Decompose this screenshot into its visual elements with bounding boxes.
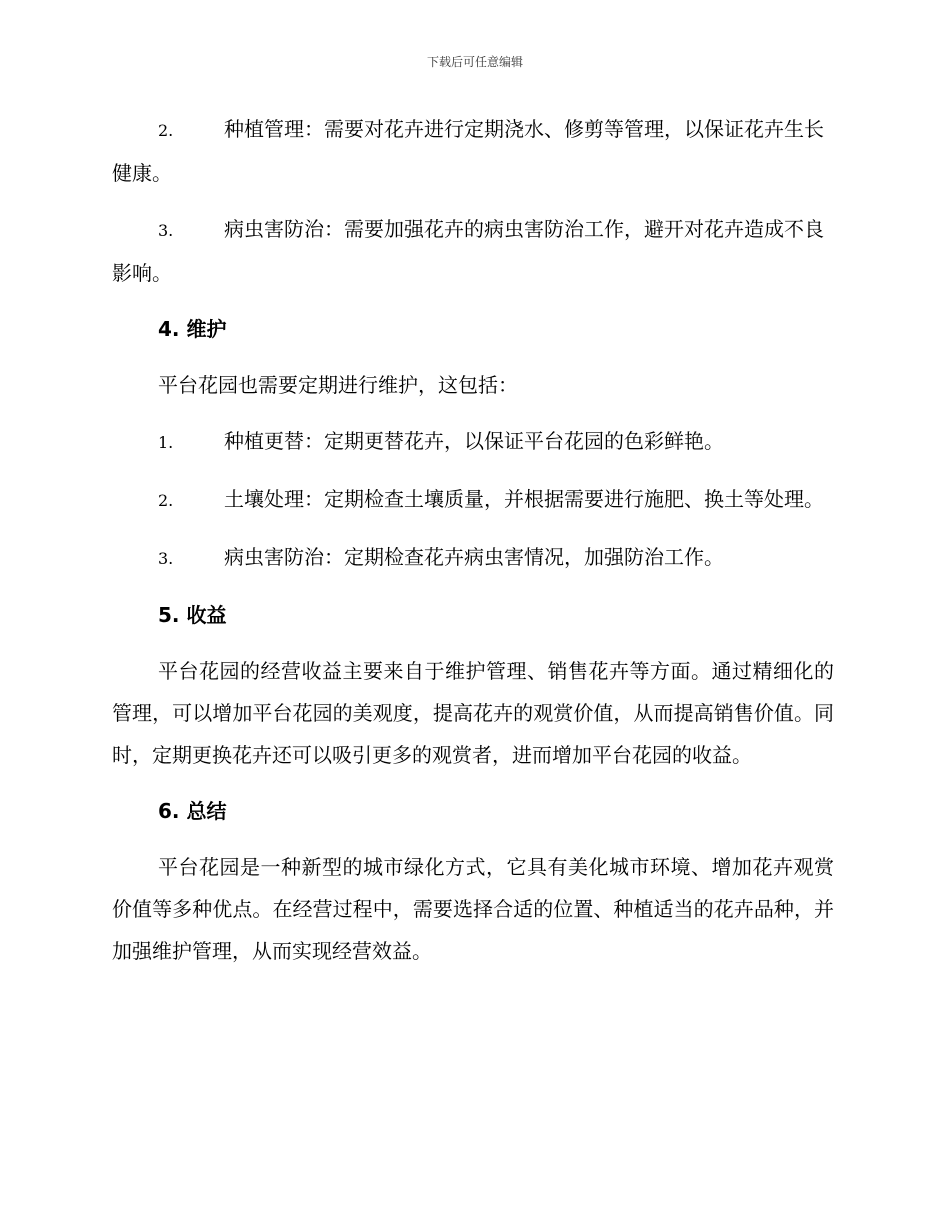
paragraph-maintenance-intro: 平台花园也需要定期进行维护，这包括： bbox=[158, 373, 518, 397]
section-heading-maintenance: 4. 维护 bbox=[158, 317, 227, 341]
page-header: 下载后可任意编辑 bbox=[426, 55, 523, 69]
paragraph-summary: 平台花园是一种新型的城市绿化方式，它具有美化城市环境、增加花卉观赏价值等多种优点。在经营过程中，需要选择合适的位置、种植适当的花卉品种，并加强维护管理，从而实现经营效益。 bbox=[112, 855, 834, 963]
list-text: 病虫害防治：定期检查花卉病虫害情况，加强防治工作。 bbox=[224, 545, 724, 569]
section-heading-summary: 6. 总结 bbox=[158, 799, 227, 823]
list-number: 2. bbox=[158, 491, 174, 510]
list-text: 病虫害防治：需要加强花卉的病虫害防治工作，避开对花卉造成不良影响。 bbox=[112, 217, 824, 285]
list-text: 土壤处理：定期检查土壤质量，并根据需要进行施肥、换土等处理。 bbox=[224, 487, 824, 511]
document-body bbox=[112, 108, 834, 986]
list-text: 种植更替：定期更替花卉，以保证平台花园的色彩鲜艳。 bbox=[224, 429, 724, 453]
list-item-plant-replacement bbox=[112, 420, 834, 464]
list-item-pest-control bbox=[112, 208, 834, 294]
section-heading-revenue: 5. 收益 bbox=[158, 603, 227, 627]
list-number: 2. bbox=[158, 121, 174, 140]
list-number: 3. bbox=[158, 549, 174, 568]
paragraph-revenue: 平台花园的经营收益主要来自于维护管理、销售花卉等方面。通过精细化的管理，可以增加平台花园的美观度，提高花卉的观赏价值，从而提高销售价值。同时，定期更换花卉还可以吸引更多的观赏者，进而增加平台花园的收益。 bbox=[112, 659, 834, 767]
list-number: 1. bbox=[158, 433, 174, 452]
list-item-soil-treatment bbox=[112, 478, 834, 522]
list-item-pest-inspection bbox=[112, 536, 834, 580]
list-number: 3. bbox=[158, 221, 174, 240]
list-item-planting-management bbox=[112, 108, 834, 194]
list-text: 种植管理：需要对花卉进行定期浇水、修剪等管理，以保证花卉生长健康。 bbox=[112, 117, 824, 185]
